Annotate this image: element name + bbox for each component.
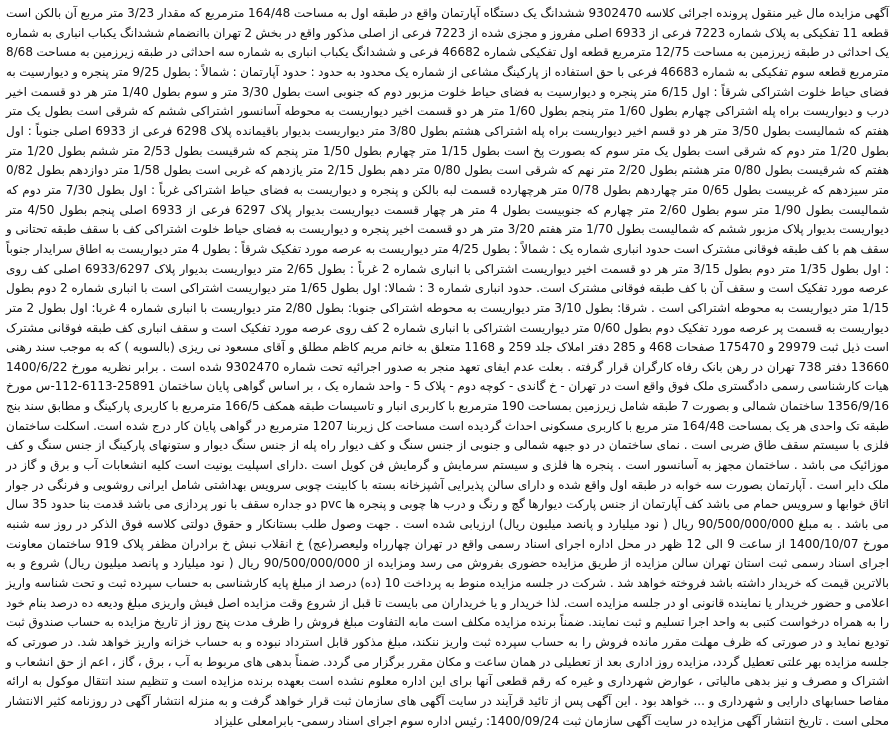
auction-notice-text: آگهی مزایده مال غیر منقول پرونده اجرائی کلاسه 9302470 ششدانگ یک دستگاه آپارتمان واقع در طبقه اول به مساحت 164/48 مترمربع که مقدار 3/23 متر مربع آن بالکن است قطعه 11 تفکیکی به پلاک شماره 7223 فرعی از 6933 اصلی مفروز و مجزی شده از 7223 فرعی از اصلی مذکور واقع در بخش 2 تهران باانضمام ششدانگ یکباب انباری به شماره یک احداثی در طبقه زیرزمین به مساحت 12/75 مترمربع قطعه اول تفکیکی شماره 46682 فرعی و ششدانگ یکباب انباری به شماره سه احداثی در طبقه زیرزمین به مساحت 8/68 مترمربع قطعه سوم تفکیکی به شماره 46683 فرعی با حق استفاده از پارکینگ مشاعی از شماره یک محدود به حدود : حدود آپارتمان : شمالاً : بطول 9/25 متر پنجره و دیوارسیت به فضای حیاط خلوت اشتراکی شرقاً : اول 6/15 متر پنجره و دیوارسیت به فضای حیاط خلوت مزبور دوم که جنوبی است بطول 3/30 متر و سوم بطول 1/40 متر هر دو قسمت اخیر درب و دیواریست براه پله اشتراکی چهارم بطول 1/60 متر پنجم بطول 1/60 متر هر دو قسمت اخیر دیواریست به محوطه آسانسور اشتراکی ششم که شرقی است بطول یک متر هفتم که شمالیست بطول 3/50 متر هر دو قسم اخیر دیواریست براه پله اشتراکی هشتم بطول 3/80 متر دیواریست بدیوار باقیمانده پلاک 6298 فرعی از 6933 اصلی جنوباً : اول بطول 1/20 متر دوم که شرقی است بطول یک متر سوم که بصورت پخ است بطول 1/15 متر چهارم بطول 1/50 متر پنجم که شرقیست بطول 2/53 متر ششم بطول 1/20 متر هفتم که شرقیست بطول 0/80 متر هشتم بطول 2/20 متر نهم که شرقی است بطول 0/80 متر دهم بطول 2/15 متر یازدهم که غربی است بطول 1/58 متر دوازدهم بطول 0/82 متر سیزدهم که غربیست بطول 0/65 متر چهاردهم بطول 0/78 متر هرچهارده قسمت لبه بالکن و پنجره و دیواریست به فضای حیاط اشتراکی غرباً : اول بطول 7/30 متر دوم که شمالیست بطول 1/90 متر سوم بطول 2/60 متر چهارم که جنوبیست بطول 4 متر هر چهار قسمت دیواریست بدیوار پلاک 6297 فرعی از 6933 اصلی پنجم بطول 4/50 متر دیواریست بدیوار پلاک مزبور ششم که شمالیست بطول 1/70 متر هفتم 3/20 متر هر دو قسمت اخیر پنجره و دیواریست به فضای حیاط خلوت اشتراکی کف با سقف طبقه تحتانی و سقف هم با کف طبقه فوقانی مشترک است حدود انباری شماره یک : شمالاً : بطول 4/25 متر دیواریست به عرصه مورد تفکیک شرقاً : بطول 4 متر دیواریست به اطاق سرایدار جنوباً : اول بطول 1/35 متر دوم بطول 3/15 متر هر دو قسمت اخیر دیواریست اشتراکی با انباری شماره 2 غرباً : بطول 2/65 متر دیواریست بدیوار پلاک 6933/6297 اصلی کف روی عرصه مورد تفکیک است و سقف آن با کف طبقه فوقانی مشترک است. حدود انباری شماره 3 : شمالا: اول بطول 1/65 متر دیواریست اشتراکی است با انباری شماره 2 دوم بطول 1/15 متر دیواریست به محوطه اشتراکی است . شرقا: بطول 3/10 متر دیواریست به محوطه اشتراکی جنوبا: بطول 2/80 متر دیواریست با انباری شماره 4 غربا: اول بطول 2 متر دیواریست به قسمت پر عرصه مورد تفکیک دوم بطول 0/60 متر دیواریست اشتراکی با انباری شماره 2 کف روی عرصه مورد تفکیک است و سقف انباری کف طبقه فوقانی مشترک است ذیل ثبت 29979 و 175470 صفحات 468 و 285 دفتر املاک جلد 259 و 1168 متعلق به خانم مریم کاظم مطلق و آقای مسعود نی ریزی (بالسویه ) که به موجب سند رهنی 13660 دفتر 738 تهران در رهن بانک رفاه کارگران قرار گرفته . بعلت عدم ایفای تعهد منجر به صدور اجرائیه تحت شماره 9302470 شده است . برابر نظریه مورخ 1400/6/22 هیات کارشناسی رسمی دادگستری ملک فوق واقع است در تهران - خ گاندی - کوچه دوم - پلاک 5 - واحد شماره یک ، بر اساس گواهی پایان ساختمان 25891-6113-112-س مورخ 1356/9/16 ساختمان شمالی و بصورت 7 طبقه شامل زیرزمین بمساحت 190 مترمربع با کاربری انبار و تاسیسات طبقه همکف 166/5 مترمربع با کاربری پارکینگ و مطابق سند بنج طبقه تک واحدی هر یک بمساحت 164/48 متر مربع با کاربری مسکونی احداث گردیده است مساحت کل زیربنا 1207 مترمربع در گواهی پایان کار درج شده است. اسکلت ساختمان فلزی با سیستم سقف طاق ضربی است . نمای ساختمان در دو جبهه شمالی و جنوبی از جنس سنگ و کف دیوار راه پله از جنس سنگ دیوار و ستونهای پارکینگ از جنس سنگ و کف موزائیک می باشد . ساختمان مجهز به آسانسور است . پنجره ها فلزی و سیستم سرمایش و گرمایش فن کویل است .دارای اسپلیت یونیت است کلیه انشعابات آب و برق و گاز در ملک دایر است . آپارتمان بصورت سه خوابه در طبقه اول واقع شده و دارای سالن پذیرایی آشپزخانه بسته با کابینت چوبی سرویس بهداشتی شامل ایرانی روشویی و فرنگی در جوار اتاق خوابها و سرویس حمام می باشد کف آپارتمان از جنس پارکت دیوارها گچ و رنگ و درب ها چوبی و پنجره ها pvc دو جداره سقف با نور پردازی می باشد قدمت بنا حدود 35 سال می باشد . به مبلغ 90/500/000/000 ریال ( نود میلیارد و پانصد میلیون ریال) ارزیابی شده است . جهت وصول طلب بستانکار و حقوق دولتی کلاسه فوق الذکر در روز سه شنبه مورخ 1400/10/07 از ساعت 9 الی 12 ظهر در محل اداره اجرای اسناد رسمی واقع در تهران چهارراه ولیعصر(عج) خ انقلاب نبش خ برادران مظفر پلاک 919 ساختمان معاونت اجرای اسناد رسمی ثبت استان تهران سالن مزایده از طریق مزایده حضوری بفروش می رسد ومزایده از 90/500/000/000 ریال ( نود میلیارد و پانصد میلیون ریال) شروع و به بالاترین قیمت که خریدار داشته باشد فروخته خواهد شد . شرکت در جلسه مزایده منوط به پرداخت 10 (ده) درصد از مبلغ پایه کارشناسی به حساب سپرده ثبت و تحت شناسه واریز اعلامی و حضور خریدار یا نماینده قانونی او در جلسه مزایده است. لذا خریدار و یا خریداران می بایست تا قبل از شروع وقت مزایده اصل فیش واریزی مبلغ ودیعه ده درصد بنام خود را به همراه درخواست کتبی به واحد اجرا تسلیم و ثبت نمایند. ضمناً برنده مزایده مکلف است مابه التفاوت مبلغ فروش را ظرف مدت پنج روز از تاریخ مزایده به حساب صندوق ثبت تودیع نماید و در صورتی که ظرف مهلت مقرر مانده فروش را به حساب سپرده ثبت واریز ننکند، مبلغ مذکور قابل استرداد نبوده و به حساب خزانه واریز خواهد شد. در صورتی که جلسه مزایده بهر علتی تعطیل گردد، مزایده روز اداری بعد از تعطیلی در همان ساعت و مکان مقرر برگزار می گردد. ضمناً بدهی های مربوط به آب ، برق ، گاز ، اعم از حق انشعاب و اشتراک و مصرف و نیز بدهی مالیاتی ، عوارض شهرداری و غیره که رقم قطعی آنها برای این اداره معلوم نشده است بعهده برنده مزایده است و تنظیم سند انتقال موکول به ارائه مفاصا حسابهای دارایی و شهرداری و ... خواهد بود . این آگهی پس از تائید قرآیند در سایت آگهی های سازمان ثبت قرار خواهد گرفت و به منزله انتشار آگهی در روزنامه کثیر الانتشار محلی است . تاریخ انتشار آگهی مزایده در سایت آگهی سازمان ثبت 1400/09/24: رئیس اداره سوم اجرای اسناد رسمی- بابرامعلی علیزاد bbox=[6, 6, 890, 728]
